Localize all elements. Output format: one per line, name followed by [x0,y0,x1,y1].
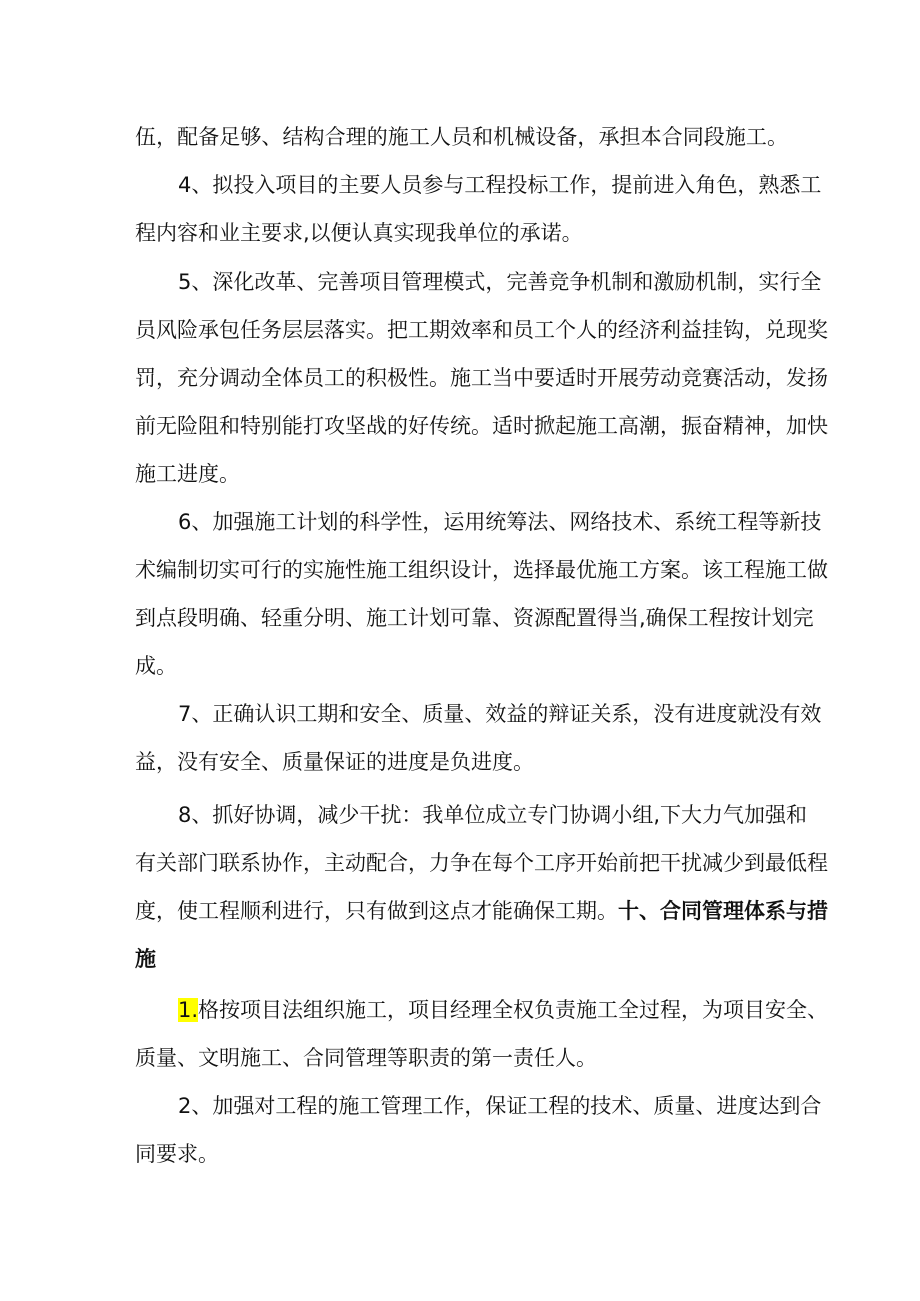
text-line: 2、加强对工程的施工管理工作，保证工程的技术、质量、进度达到合 [178,1094,822,1118]
text-line [178,986,829,1034]
section-heading-tail: 施 [135,947,156,971]
text-line: 程内容和业主要求,以便认真实现我单位的承诺。 [135,221,583,245]
text-segment: 度，使工程顺利进行，只有做到这点才能确保工期。 [135,899,618,923]
text-line: 罚，充分调动全体员工的积极性。施工当中要适时开展劳动竞赛活动，发扬 [135,366,828,390]
text-line: 成。 [135,654,177,678]
text-line: 同要求。 [135,1142,219,1166]
text-line: 益，没有安全、质量保证的进度是负进度。 [135,750,534,774]
highlighted-number: 1. [178,998,199,1022]
text-line: 6、加强施工计划的科学性，运用统筹法、网络技术、系统工程等新技 [178,510,822,534]
text-line: 8、抓好协调，减少干扰：我单位成立专门协调小组,下大力气加强和 [178,803,808,827]
text-line: 施工进度。 [135,462,240,486]
text-line: 4、拟投入项目的主要人员参与工程投标工作，提前进入角色，熟悉工 [178,173,822,197]
text-line: 前无险阻和特别能打攻坚战的好传统。适时掀起施工高潮，振奋精神，加快 [135,414,828,438]
text-line [135,887,828,935]
text-line: 到点段明确、轻重分明、施工计划可靠、资源配置得当,确保工程按计划完 [135,606,814,630]
text-line: 7、正确认识工期和安全、质量、效益的辩证关系，没有进度就没有效 [178,702,822,726]
text-line: 伍，配备足够、结构合理的施工人员和机械设备，承担本合同段施工。 [135,125,788,149]
text-line: 术编制切实可行的实施性施工组织设计，选择最优施工方案。该工程施工做 [135,558,828,582]
text-line: 质量、文明施工、合同管理等职责的第一责任人。 [135,1046,597,1070]
text-line: 5、深化改革、完善项目管理模式，完善竞争机制和激励机制，实行全 [178,270,822,294]
section-heading: 十、合同管理体系与措 [618,899,828,923]
text-segment: 格按项目法组织施工，项目经理全权负责施工全过程，为项目安全、 [198,998,829,1022]
text-line: 有关部门联系协作，主动配合，力争在每个工序开始前把干扰减少到最低程 [135,851,828,875]
text-line: 员风险承包任务层层落实。把工期效率和员工个人的经济利益挂钩，兑现奖 [135,318,828,342]
